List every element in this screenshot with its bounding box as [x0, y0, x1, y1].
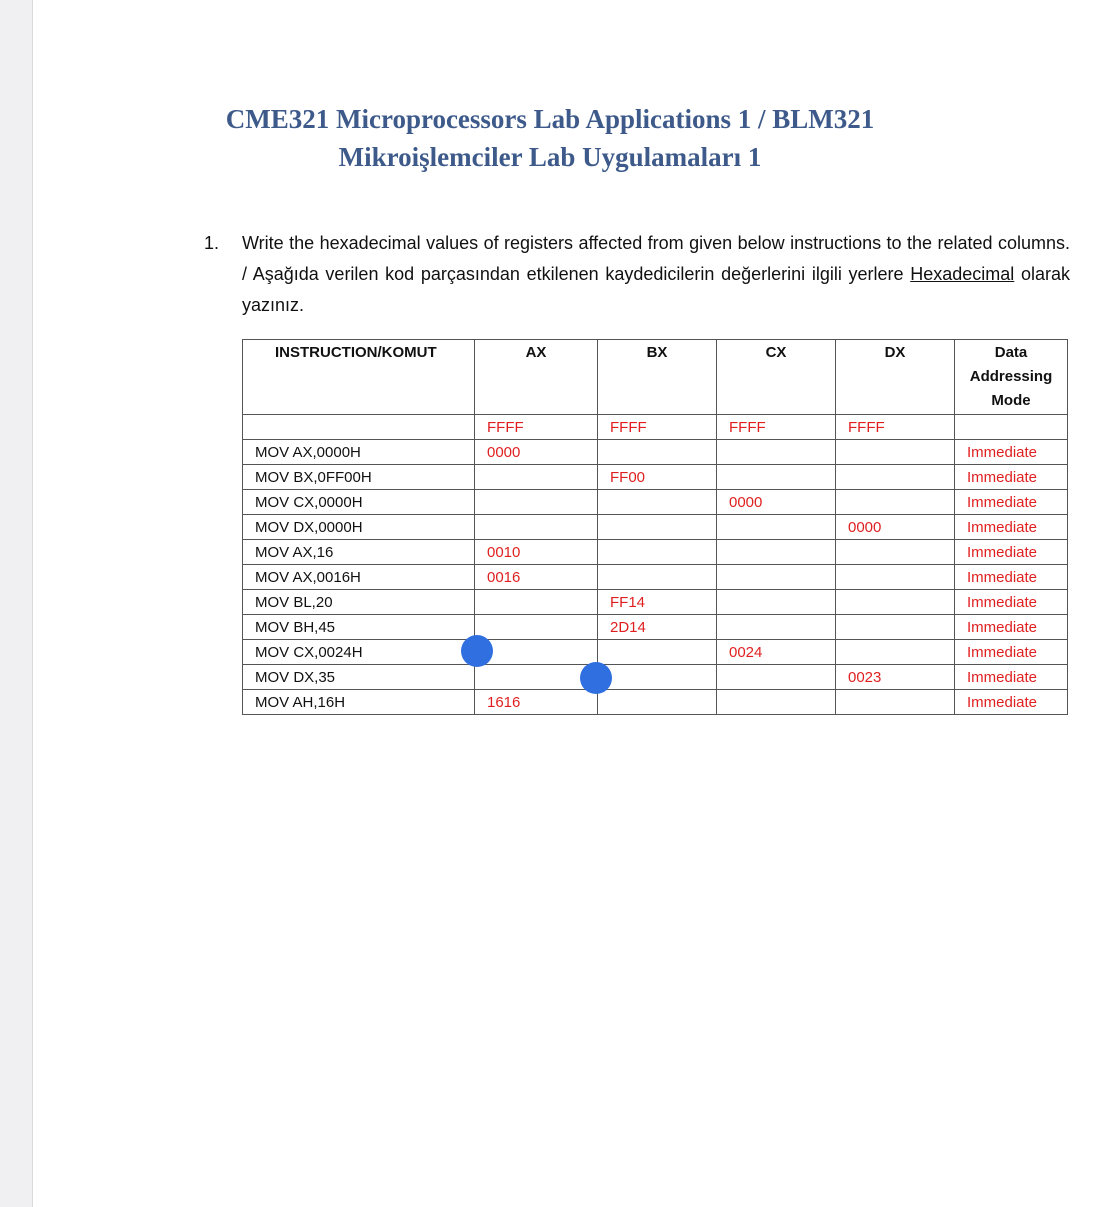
addressing-mode-cell: Immediate [955, 465, 1068, 490]
table-row [243, 590, 1068, 615]
addressing-mode-cell: Immediate [955, 590, 1068, 615]
title-line-1: CME321 Microprocessors Lab Applications 1 / BLM321 [225, 104, 875, 134]
document-title [0, 100, 1102, 176]
bx-cell: 2D14 [598, 615, 717, 640]
initial-cx: FFFF [717, 415, 836, 440]
question-text-underlined: Hexadecimal [910, 264, 1015, 284]
question-text-a: Write the hexadecimal values of registers affected from given below instructions to the related columns. / Aşağıda verilen kod parçasından etkilenen kaydedicilerin değerlerini ilgili yerlere [242, 233, 1070, 284]
cx-cell [717, 690, 836, 715]
table-row [243, 515, 1068, 540]
question-text-b: olarak yazınız. [242, 264, 1070, 315]
table-row [243, 565, 1068, 590]
dx-cell [836, 565, 955, 590]
cx-cell [717, 515, 836, 540]
instruction-cell: MOV CX,0024H [243, 640, 475, 665]
instruction-cell: MOV BH,45 [243, 615, 475, 640]
instruction-cell: MOV DX,35 [243, 665, 475, 690]
bx-cell [598, 565, 717, 590]
instruction-cell: MOV CX,0000H [243, 490, 475, 515]
cx-cell [717, 615, 836, 640]
table-row [243, 665, 1068, 690]
ax-cell [475, 590, 598, 615]
bx-cell: FF14 [598, 590, 717, 615]
addressing-mode-cell: Immediate [955, 565, 1068, 590]
bx-cell [598, 665, 717, 690]
cx-cell [717, 565, 836, 590]
header-bx: BX [598, 340, 717, 415]
initial-instruction-cell [243, 415, 475, 440]
table-row [243, 490, 1068, 515]
ax-cell: 0010 [475, 540, 598, 565]
ax-cell [475, 465, 598, 490]
addressing-mode-cell: Immediate [955, 615, 1068, 640]
bx-cell [598, 440, 717, 465]
cx-cell: 0024 [717, 640, 836, 665]
header-mode-line-1: Data [994, 344, 1028, 361]
initial-ax: FFFF [475, 415, 598, 440]
addressing-mode-cell: Immediate [955, 490, 1068, 515]
initial-mode-cell [955, 415, 1068, 440]
cx-cell [717, 440, 836, 465]
title-line-2: Mikroişlemciler Lab Uygulamaları 1 [338, 142, 762, 172]
instruction-cell: MOV BL,20 [243, 590, 475, 615]
dx-cell [836, 490, 955, 515]
initial-values-row [243, 415, 1068, 440]
bx-cell: FF00 [598, 465, 717, 490]
ax-cell: 0016 [475, 565, 598, 590]
dx-cell [836, 540, 955, 565]
header-instruction: INSTRUCTION/KOMUT [243, 340, 475, 415]
dx-cell [836, 465, 955, 490]
header-mode-line-3: Mode [991, 392, 1031, 409]
table-row [243, 465, 1068, 490]
addressing-mode-cell: Immediate [955, 640, 1068, 665]
cx-cell: 0000 [717, 490, 836, 515]
table-row [243, 640, 1068, 665]
question-number: 1. [204, 233, 220, 253]
touch-marker-dot[interactable] [580, 662, 612, 694]
dx-cell: 0000 [836, 515, 955, 540]
dx-cell: 0023 [836, 665, 955, 690]
touch-marker-dot[interactable] [461, 635, 493, 667]
header-dx: DX [836, 340, 955, 415]
table-row [243, 540, 1068, 565]
ax-cell [475, 515, 598, 540]
instruction-cell: MOV AX,16 [243, 540, 475, 565]
addressing-mode-cell: Immediate [955, 515, 1068, 540]
addressing-mode-cell: Immediate [955, 690, 1068, 715]
addressing-mode-cell: Immediate [955, 665, 1068, 690]
table-row [243, 690, 1068, 715]
ax-cell: 1616 [475, 690, 598, 715]
cx-cell [717, 590, 836, 615]
header-ax: AX [475, 340, 598, 415]
dx-cell [836, 590, 955, 615]
ax-cell [475, 615, 598, 640]
dx-cell [836, 640, 955, 665]
instruction-cell: MOV AX,0016H [243, 565, 475, 590]
bx-cell [598, 540, 717, 565]
bx-cell [598, 640, 717, 665]
instruction-cell: MOV AH,16H [243, 690, 475, 715]
page-margin-strip [0, 0, 33, 1207]
header-cx: CX [717, 340, 836, 415]
cx-cell [717, 665, 836, 690]
dx-cell [836, 690, 955, 715]
ax-cell [475, 490, 598, 515]
bx-cell [598, 690, 717, 715]
table-row [243, 615, 1068, 640]
cx-cell [717, 540, 836, 565]
header-addressing-mode [955, 340, 1068, 415]
addressing-mode-cell: Immediate [955, 440, 1068, 465]
header-row [243, 340, 1068, 415]
dx-cell [836, 440, 955, 465]
bx-cell [598, 490, 717, 515]
initial-dx: FFFF [836, 415, 955, 440]
addressing-mode-cell: Immediate [955, 540, 1068, 565]
question-text [242, 228, 1070, 321]
table-row [243, 440, 1068, 465]
dx-cell [836, 615, 955, 640]
instruction-cell: MOV BX,0FF00H [243, 465, 475, 490]
register-table [242, 339, 1068, 715]
cx-cell [717, 465, 836, 490]
ax-cell: 0000 [475, 440, 598, 465]
instruction-cell: MOV AX,0000H [243, 440, 475, 465]
initial-bx: FFFF [598, 415, 717, 440]
header-mode-line-2: Addressing [969, 368, 1053, 385]
instruction-cell: MOV DX,0000H [243, 515, 475, 540]
bx-cell [598, 515, 717, 540]
